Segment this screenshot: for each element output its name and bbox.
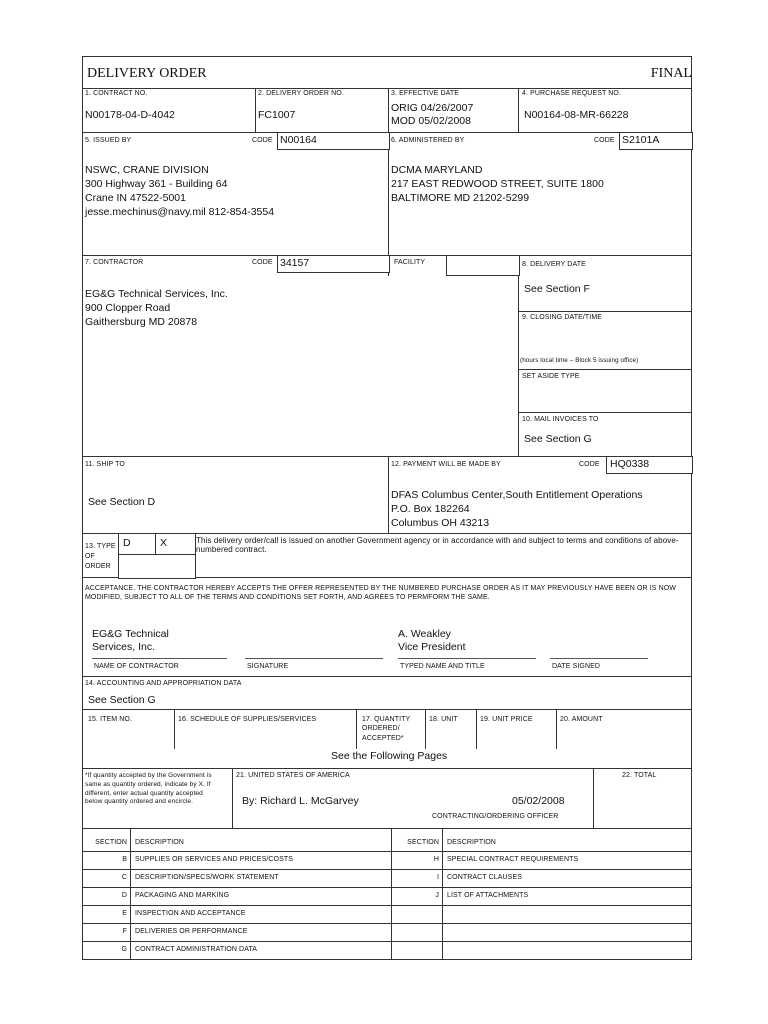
schedule-header: 16. SCHEDULE OF SUPPLIES/SERVICES — [178, 716, 317, 723]
acceptance-contractor-name: Services, Inc. — [92, 641, 156, 653]
rule — [82, 941, 692, 942]
rule — [82, 869, 692, 870]
payment-line: DFAS Columbus Center,South Entitlement Operations — [391, 489, 643, 501]
rule — [593, 768, 594, 829]
section-description: INSPECTION AND ACCEPTANCE — [135, 910, 246, 917]
signature-label: SIGNATURE — [247, 663, 289, 670]
facility-label: FACILITY — [394, 259, 426, 266]
effective-date-label: 3. EFFECTIVE DATE — [391, 90, 460, 97]
contractor-line: 900 Clopper Road — [85, 302, 171, 314]
signature-line — [550, 658, 648, 659]
section-letter: F — [122, 928, 127, 935]
rule — [82, 56, 83, 960]
item-no-header: 15. ITEM NO. — [88, 716, 132, 723]
section-description: LIST OF ATTACHMENTS — [447, 892, 529, 899]
signature-line — [398, 658, 536, 659]
rule — [356, 709, 357, 749]
payment-code-label: CODE — [579, 461, 600, 468]
payment-label: 12. PAYMENT WILL BE MADE BY — [391, 461, 501, 468]
rule — [255, 88, 256, 132]
section-description: DESCRIPTION/SPECS/WORK STATEMENT — [135, 874, 279, 881]
issued-by-line: NSWC, CRANE DIVISION — [85, 164, 209, 176]
section-description: SPECIAL CONTRACT REQUIREMENTS — [447, 856, 579, 863]
delivery-order-no-label: 2. DELIVERY ORDER NO. — [258, 90, 344, 97]
administered-by-code-box — [619, 132, 693, 150]
purchase-request-label: 4. PURCHASE REQUEST NO. — [522, 90, 622, 97]
issued-by-code-box — [277, 132, 390, 150]
rule — [82, 56, 692, 57]
order-type-text: This delivery order/call is issued on another Government agency or in accordance with and subject to terms and conditions of above-numbered contract. — [196, 536, 679, 555]
order-type-empty-box — [118, 554, 196, 579]
quantity-header: ORDERED/ — [362, 725, 400, 732]
usa-label: 21. UNITED STATES OF AMERICA — [236, 772, 350, 779]
section-description: CONTRACT CLAUSES — [447, 874, 522, 881]
issued-by-label: 5. ISSUED BY — [85, 137, 132, 144]
section-letter: H — [433, 856, 439, 863]
description-header: DESCRIPTION — [447, 839, 496, 846]
issued-by-code-label: CODE — [252, 137, 273, 144]
acceptance-text: ACCEPTANCE. THE CONTRACTOR HEREBY ACCEPTS THE OFFER REPRESENTED BY THE NUMBERED PURCHASE ORDER AS IT MAY PREVIOUSLY HAVE BEEN OR IS NOW MODIFIED, SUBJECT TO ALL OF THE TERMS AND CONDITIONS SET FORTH, AND AGREES TO PERMFORM THE SAME. — [85, 585, 676, 602]
acceptance-contractor-name: EG&G Technical — [92, 628, 169, 640]
rule — [518, 369, 692, 370]
issued-by-line: Crane IN 47522-5001 — [85, 192, 186, 204]
ship-to-label: 11. SHIP TO — [85, 461, 125, 468]
purchase-request-value: N00164-08-MR-66228 — [524, 109, 629, 121]
order-type-box — [118, 533, 157, 556]
section-description: SUPPLIES OR SERVICES AND PRICES/COSTS — [135, 856, 294, 863]
delivery-order-form — [82, 56, 692, 960]
rule — [518, 255, 519, 457]
order-type-label: 13. TYPE — [85, 543, 116, 550]
rule — [82, 456, 692, 457]
rule — [518, 412, 692, 413]
rule — [388, 88, 389, 256]
payment-code: HQ0338 — [610, 458, 650, 470]
form-title: DELIVERY ORDER — [87, 66, 207, 81]
rule — [556, 709, 557, 749]
contract-no-value: N00178-04-D-4042 — [85, 109, 175, 121]
order-type-label: OF — [85, 553, 95, 560]
rule — [691, 56, 692, 960]
quantity-footnote: *If quantity accepted by the Government is same as quantity ordered, indicate by X. If different, enter actual quantity accepted below quantity ordered and encircle. — [85, 772, 212, 806]
rule — [82, 887, 692, 888]
contractor-code-box — [277, 255, 390, 273]
acceptance-signer: Vice President — [398, 641, 466, 653]
section-description: PACKAGING AND MARKING — [135, 892, 230, 899]
rule — [476, 709, 477, 749]
rule — [82, 88, 692, 89]
acceptance-signer: A. Weakley — [398, 628, 451, 640]
administered-by-label: 6. ADMINISTERED BY — [391, 137, 465, 144]
form-status: FINAL — [650, 66, 692, 81]
rule — [518, 88, 519, 132]
order-type-value: D — [123, 537, 131, 549]
set-aside-label: SET ASIDE TYPE — [522, 373, 580, 380]
section-header: SECTION — [95, 839, 127, 846]
closing-date-label: 9. CLOSING DATE/TIME — [522, 314, 603, 321]
typed-name-label: TYPED NAME AND TITLE — [400, 663, 485, 670]
section-description: CONTRACT ADMINISTRATION DATA — [135, 946, 258, 953]
delivery-order-no-value: FC1007 — [258, 109, 296, 121]
usa-by: By: Richard L. McGarvey — [242, 795, 359, 807]
quantity-header: 17. QUANTITY — [362, 716, 411, 723]
section-description: DELIVERIES OR PERFORMANCE — [135, 928, 248, 935]
payment-line: P.O. Box 182264 — [391, 503, 470, 515]
section-letter: I — [436, 874, 439, 881]
signature-line — [92, 658, 227, 659]
signature-line — [245, 658, 383, 659]
payment-line: Columbus OH 43213 — [391, 517, 490, 529]
order-type-label: ORDER — [85, 563, 111, 570]
usa-date: 05/02/2008 — [512, 795, 565, 807]
contract-no-label: 1. CONTRACT NO. — [85, 90, 148, 97]
description-header: DESCRIPTION — [135, 839, 184, 846]
rule — [518, 311, 692, 312]
facility-box — [446, 255, 520, 276]
contracting-officer-label: CONTRACTING/ORDERING OFFICER — [432, 813, 559, 820]
administered-by-line: 217 EAST REDWOOD STREET, SUITE 1800 — [391, 178, 604, 190]
rule — [82, 905, 692, 906]
closing-date-note: (hours local time – Block 5 issuing office) — [520, 357, 639, 364]
contractor-label: 7. CONTRACTOR — [85, 259, 144, 266]
rule — [388, 456, 389, 534]
rule — [174, 709, 175, 749]
unit-price-header: 19. UNIT PRICE — [480, 716, 533, 723]
section-header: SECTION — [407, 839, 439, 846]
accounting-value: See Section G — [88, 694, 156, 706]
section-letter: C — [121, 874, 127, 881]
effective-date-mod: MOD 05/02/2008 — [391, 115, 471, 127]
rule — [232, 768, 233, 829]
section-letter: D — [121, 892, 127, 899]
ship-to-value: See Section D — [88, 496, 156, 508]
administered-by-line: DCMA MARYLAND — [391, 164, 483, 176]
delivery-date-label: 8. DELIVERY DATE — [522, 261, 586, 268]
contractor-line: EG&G Technical Services, Inc. — [85, 288, 228, 300]
accounting-label: 14. ACCOUNTING AND APPROPRIATION DATA — [85, 680, 242, 687]
issued-by-code: N00164 — [280, 134, 317, 146]
issued-by-line: jesse.mechinus@navy.mil 812-854-3554 — [85, 206, 275, 218]
payment-code-box — [606, 456, 693, 474]
contractor-code-label: CODE — [252, 259, 273, 266]
contractor-code: 34157 — [280, 257, 310, 269]
rule — [425, 709, 426, 749]
contractor-line: Gaithersburg MD 20878 — [85, 316, 198, 328]
delivery-date-value: See Section F — [524, 283, 590, 295]
section-letter: G — [121, 946, 127, 953]
administered-by-code-label: CODE — [594, 137, 615, 144]
unit-header: 18. UNIT — [429, 716, 458, 723]
following-pages-note: See the Following Pages — [331, 750, 448, 762]
amount-header: 20. AMOUNT — [560, 716, 603, 723]
mail-invoices-value: See Section G — [524, 433, 592, 445]
rule — [82, 851, 692, 852]
section-letter: B — [122, 856, 127, 863]
rule — [82, 676, 692, 677]
issued-by-line: 300 Highway 361 - Building 64 — [85, 178, 228, 190]
rule — [82, 768, 692, 769]
rule — [82, 828, 692, 829]
name-of-contractor-label: NAME OF CONTRACTOR — [94, 663, 179, 670]
rule — [82, 959, 692, 960]
section-letter: E — [122, 910, 127, 917]
rule — [82, 923, 692, 924]
order-type-mark: X — [160, 537, 168, 549]
mail-invoices-label: 10. MAIL INVOICES TO — [522, 416, 599, 423]
date-signed-label: DATE SIGNED — [552, 663, 601, 670]
rule — [130, 828, 131, 960]
effective-date-orig: ORIG 04/26/2007 — [391, 102, 474, 114]
section-letter: J — [435, 892, 439, 899]
total-label: 22. TOTAL — [622, 772, 657, 779]
rule — [442, 828, 443, 960]
quantity-header: ACCEPTED* — [362, 735, 404, 742]
administered-by-code: S2101A — [622, 134, 660, 146]
order-mark-box — [155, 533, 196, 556]
administered-by-line: BALTIMORE MD 21202-5299 — [391, 192, 530, 204]
